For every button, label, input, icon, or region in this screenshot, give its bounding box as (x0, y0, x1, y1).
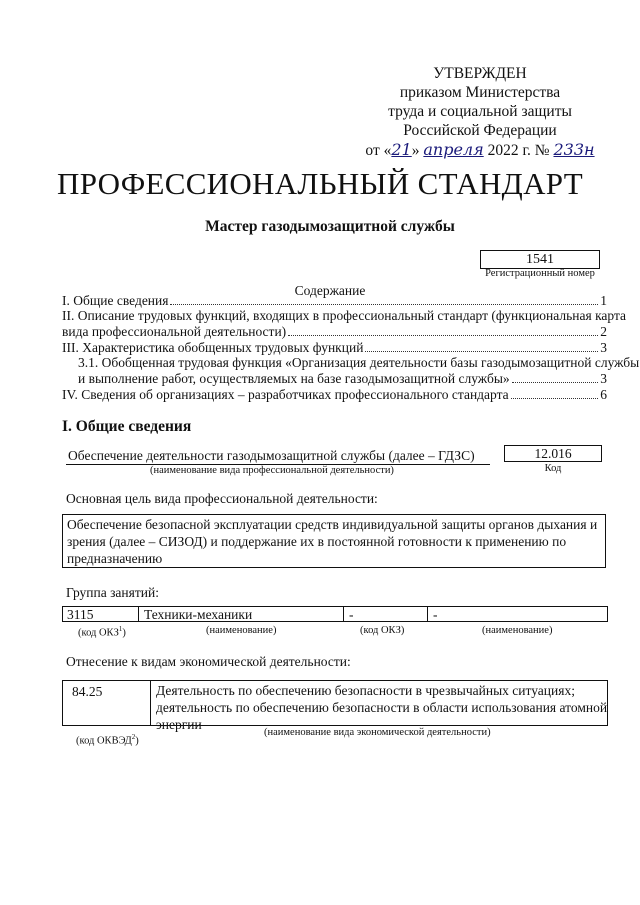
toc-item-text: и выполнение работ, осуществляемых на базе газодымозащитной службы» (78, 371, 510, 386)
date-number: 233н (553, 140, 595, 159)
toc-item-2[interactable] (62, 324, 607, 339)
toc-leader-dots (365, 351, 598, 352)
occupation-divider (138, 606, 139, 622)
goal-text (67, 516, 597, 567)
date-year: 2022 г. № (487, 142, 550, 159)
activity-name: Обеспечение деятельности газодымозащитной службы (далее – ГДЗС) (68, 448, 475, 463)
economic-divider (150, 680, 151, 726)
occupation-name-label-2: (наименование) (482, 625, 553, 636)
toc-leader-dots (288, 335, 598, 336)
economic-name-line-3: энергии (156, 717, 202, 732)
goal-line-1: Обеспечение безопасной эксплуатации средств индивидуальной защиты органов дыхания и (67, 517, 598, 532)
toc-leader-dots (512, 382, 599, 383)
date-day: 21 (391, 140, 412, 159)
economic-name-line-1: Деятельность по обеспечению безопасности в чрезвычайных ситуациях; (156, 683, 575, 698)
occupation-code-label-2: (код ОКЗ) (360, 625, 405, 636)
date-month: апреля (423, 140, 484, 159)
approval-line-4: Российской Федерации (403, 122, 557, 139)
toc-item-2-line1[interactable]: II. Описание трудовых функций, входящих в профессиональный стандарт (функциональная карта (62, 308, 627, 323)
toc-page-number: 2 (600, 324, 607, 339)
toc-leader-dots (170, 304, 598, 305)
economic-label: Отнесение к видам экономической деятельности: (66, 654, 351, 669)
occupation-name-label: (наименование) (206, 625, 277, 636)
approval-line-3: труда и социальной защиты (388, 103, 572, 120)
toc-page-number: 6 (600, 387, 607, 402)
occupation-code-label: (код ОКЗ$^1$) (78, 625, 126, 639)
economic-code-label: (код ОКВЭД$^2$) (76, 733, 139, 747)
occupation-code-1: 3115 (67, 607, 94, 622)
registration-number-box: 1541 (480, 250, 600, 269)
approval-line-2: приказом Министерства (399, 84, 561, 101)
date-mid: » (411, 142, 420, 159)
economic-name-label: (наименование вида экономической деятельности) (264, 727, 491, 738)
occupation-name-1: Техники-механики (144, 607, 253, 622)
occupation-name-2: - (433, 607, 438, 622)
toc-item-1[interactable] (62, 293, 607, 308)
toc-item-4[interactable] (78, 371, 607, 386)
activity-name-label: (наименование вида профессиональной деятельности) (150, 465, 394, 476)
registration-number-label: Регистрационный номер (485, 268, 595, 279)
toc-page-number: 3 (600, 340, 607, 355)
occupation-group-label: Группа занятий: (66, 585, 159, 600)
toc-page-number: 3 (600, 371, 607, 386)
economic-code: 84.25 (72, 684, 103, 699)
economic-name (156, 682, 607, 733)
approval-date-line (330, 140, 630, 160)
goal-label: Основная цель вида профессиональной деятельности: (66, 491, 378, 506)
document-subtitle: Мастер газодымозащитной службы (205, 218, 455, 235)
document-title: ПРОФЕССИОНАЛЬНЫЙ СТАНДАРТ (57, 166, 583, 201)
toc-leader-dots (511, 398, 599, 399)
approval-block (330, 64, 630, 160)
occupation-divider (343, 606, 344, 622)
toc-item-5[interactable] (62, 387, 607, 402)
section-heading: I. Общие сведения (62, 418, 192, 435)
goal-line-2: зрения (далее – СИЗОД) и поддержание их в постоянной готовности к применению по (67, 534, 567, 549)
toc-page-number: 1 (600, 293, 607, 308)
occupation-code-2: - (349, 607, 354, 622)
toc-item-text: I. Общие сведения (62, 293, 169, 308)
activity-code-label: Код (544, 463, 562, 474)
toc-item-text: вида профессиональной деятельности) (62, 324, 287, 339)
occupation-divider (427, 606, 428, 622)
goal-line-3: предназначению (67, 551, 163, 566)
toc-item-text: III. Характеристика обобщенных трудовых функций (62, 340, 364, 355)
date-prefix: от « (365, 142, 392, 159)
toc-item-text: IV. Сведения об организациях – разработчиках профессионального стандарта (62, 387, 509, 402)
activity-code: 12.016 (534, 446, 572, 461)
toc-item-4-line1[interactable]: 3.1. Обобщенная трудовая функция «Организация деятельности базы газодымозащитной службы (78, 355, 640, 370)
economic-name-line-2: деятельность по обеспечению безопасности в области использования атомной (156, 700, 608, 715)
approval-line-1: УТВЕРЖДЕН (433, 65, 527, 82)
toc-heading: Содержание (294, 283, 366, 298)
toc-item-3[interactable] (62, 340, 607, 355)
